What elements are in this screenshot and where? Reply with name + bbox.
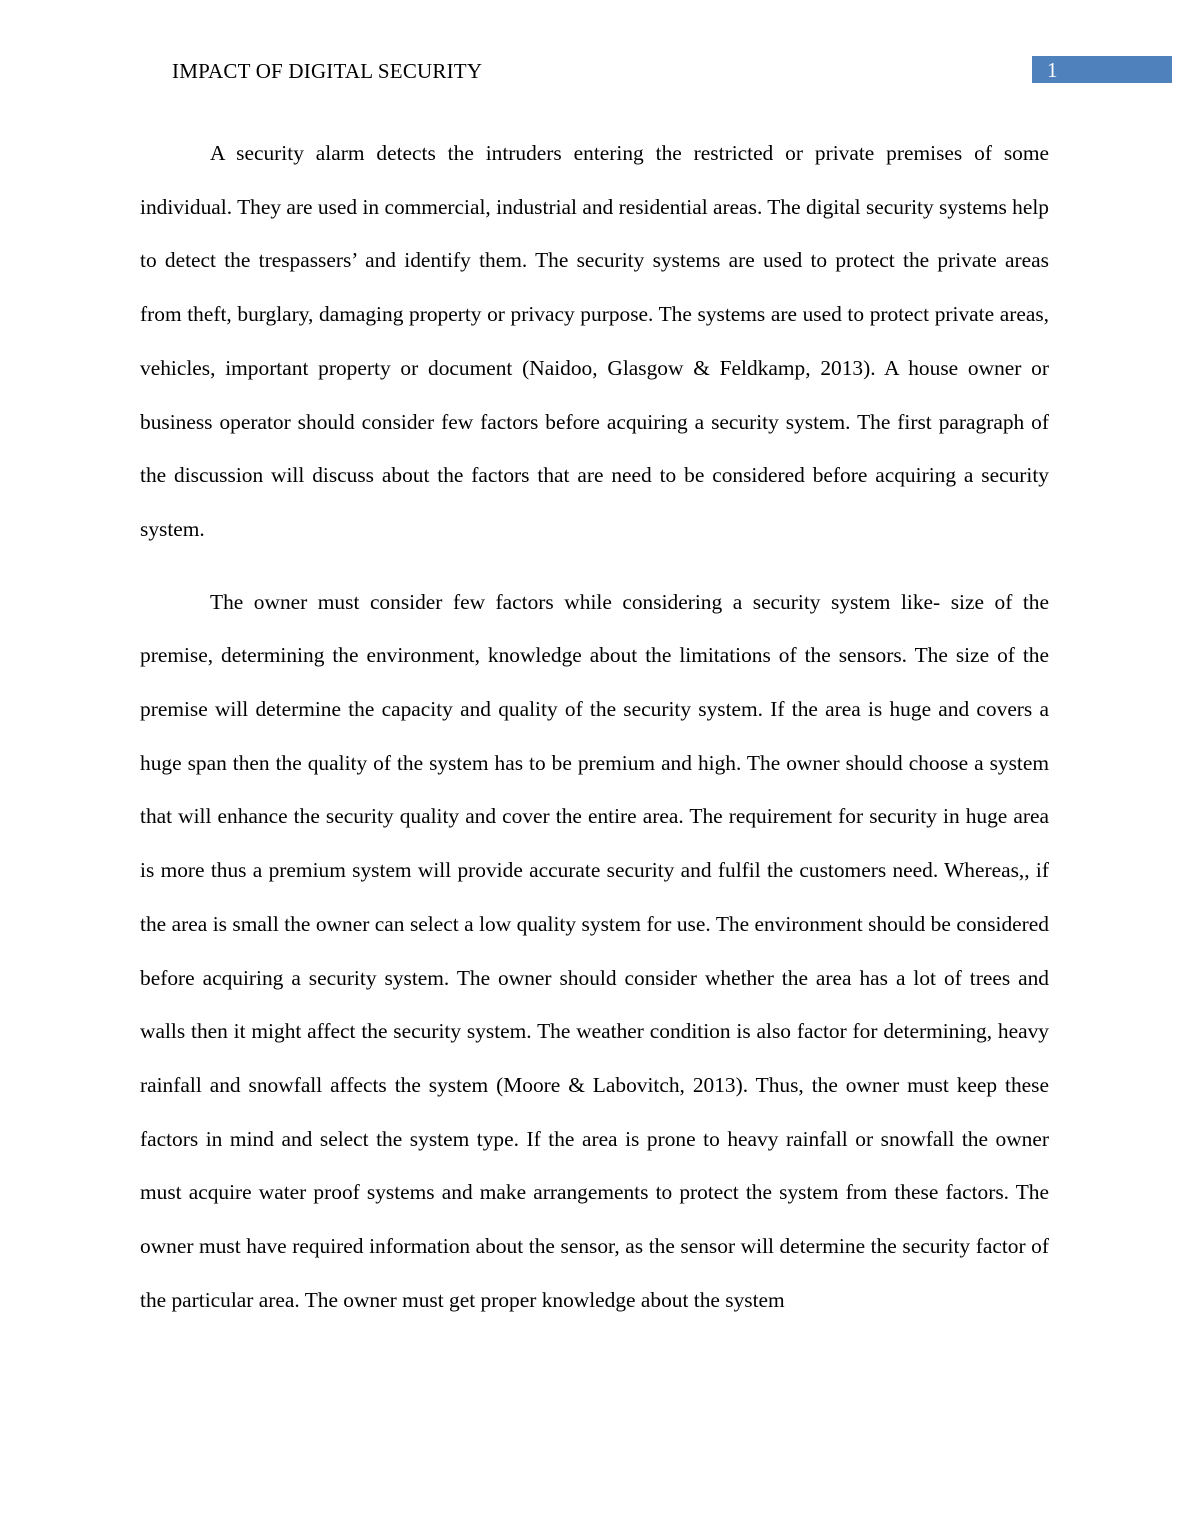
page-number: 1 (1047, 58, 1058, 82)
document-body (140, 127, 1049, 1327)
page-header (0, 0, 1190, 100)
paragraph-2: The owner must consider few factors while considering a security system like- size of the premise, determining the environment, knowledge about the limitations of the sensors. The size of the premise will determine the capacity and quality of the security system. If the area is huge and covers a huge span then the quality of the system has to be premium and high. The owner should choose a system that will enhance the security quality and cover the entire area. The requirement for security in huge area is more thus a premium system will provide accurate security and fulfil the customers need. Whereas,, if the area is small the owner can select a low quality system for use. The environment should be considered before acquiring a security system. The owner should consider whether the area has a lot of trees and walls then it might affect the security system. The weather condition is also factor for determining, heavy rainfall and snowfall affects the system (Moore & Labovitch, 2013). Thus, the owner must keep these factors in mind and select the system type. If the area is prone to heavy rainfall or snowfall the owner must acquire water proof systems and make arrangements to protect the system from these factors. The owner must have required information about the sensor, as the sensor will determine the security factor of the particular area. The owner must get proper knowledge about the system (140, 589, 1049, 1312)
running-head: IMPACT OF DIGITAL SECURITY (172, 59, 483, 83)
paragraph-1: A security alarm detects the intruders entering the restricted or private premises of some individual. They are used in commercial, industrial and residential areas. The digital security systems help to detect the trespassers’ and identify them. The security systems are used to protect the private areas from theft, burglary, damaging property or privacy purpose. The systems are used to protect private areas, vehicles, important property or document (Naidoo, Glasgow & Feldkamp, 2013). A house owner or business operator should consider few factors before acquiring a security system. The first paragraph of the discussion will discuss about the factors that are need to be considered before acquiring a security system. (140, 141, 1049, 541)
page-number-box (1032, 56, 1172, 83)
